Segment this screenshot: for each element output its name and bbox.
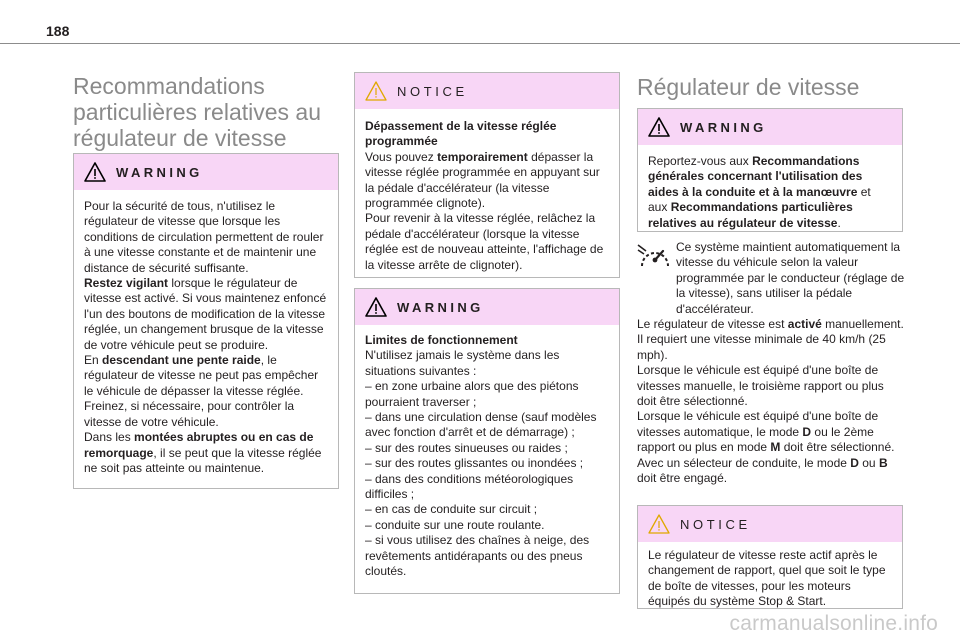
emphasis: montées abruptes ou en cas de remorquage — [84, 430, 314, 460]
notice-box — [354, 72, 620, 278]
body-paragraph: Lorsque le véhicule est équipé d'une boîte de vitesses manuelle, le troisième rapport ou plus doit être sélectionné. — [637, 363, 884, 409]
emphasis: activé — [787, 317, 822, 332]
notice-triangle-icon — [648, 514, 670, 534]
warning-header — [638, 109, 902, 145]
warning-header — [355, 289, 619, 325]
notice-paragraph: Le régulateur de vitesse reste actif après le changement de rapport, quel que soit le type de boîte de vitesses, pour les moteurs équipés du système Stop & Start. — [648, 548, 886, 609]
warning-paragraph — [84, 276, 328, 353]
warning-paragraph: Pour la sécurité de tous, n'utilisez le régulateur de vitesse que lorsque les conditions de circulation permettent de rouler à une vitesse constante et de maintenir une distance de sécurité suffisante. — [84, 199, 324, 275]
notice-header — [638, 506, 902, 542]
notice-triangle-icon — [365, 81, 387, 101]
cruise-description — [637, 240, 905, 487]
warning-header — [74, 154, 338, 190]
warning-paragraph — [648, 154, 892, 231]
body-paragraph — [637, 409, 905, 455]
warning-label: WARNING — [116, 164, 203, 180]
cruise-control-icon — [637, 242, 673, 272]
emphasis: temporairement — [437, 149, 528, 164]
notice-paragraph: Pour revenir à la vitesse réglée, relâchez la pédale d'accélérateur (lorsque la vitesse réglée est de nouveau atteinte, l'affichage de la vitesse arrête de clignoter). — [365, 211, 604, 272]
text: , le régulateur de vitesse ne peut pas empêcher le véhicule de dépasser la vitesse réglée. Freinez, si nécessaire, pour contrôler la vitesse de votre véhicule. — [84, 353, 319, 429]
body-paragraph — [637, 456, 905, 487]
list-item: – sur des routes glissantes ou inondées ; — [365, 456, 584, 471]
body-paragraph: Il requiert une vitesse minimale de 40 km/h (25 mph). — [637, 332, 886, 362]
text: Reportez-vous aux — [648, 154, 753, 168]
warning-box — [73, 153, 339, 489]
notice-header — [355, 73, 619, 109]
emphasis: Recommandations générales concernant l'utilisation des aides à la conduite et à la manœuvre — [648, 154, 863, 199]
top-divider — [0, 43, 960, 44]
text: Vous pouvez — [365, 149, 438, 164]
list-item: – si vous utilisez des chaînes à neige, des revêtements antidérapants ou des pneus cloutés. — [365, 533, 590, 579]
body-paragraph — [637, 317, 905, 332]
warning-box — [354, 288, 620, 594]
text: , il se peut que la vitesse réglée ne soit pas atteinte ou maintenue. — [84, 445, 322, 475]
watermark: carmanualsonline.info — [729, 612, 938, 635]
warning-body — [355, 325, 619, 588]
warning-triangle-icon — [648, 117, 670, 137]
text: En — [84, 353, 103, 368]
title-line: particulières relatives au — [73, 99, 322, 125]
text: doit être engagé. — [637, 471, 728, 486]
warning-label: WARNING — [680, 119, 767, 135]
notice-box — [637, 505, 903, 609]
notice-paragraph — [365, 150, 609, 212]
list-item: – dans des conditions météorologiques difficiles ; — [365, 471, 574, 502]
emphasis: descendant une pente raide — [102, 353, 261, 368]
warning-body — [638, 145, 902, 239]
warning-triangle-icon — [365, 297, 387, 317]
warning-triangle-icon — [84, 162, 106, 182]
text: Lorsque le véhicule est équipé d'une boîte de vitesses automatique, le mode — [637, 409, 879, 439]
list-item: – dans une circulation dense (sauf modèles avec fonction d'arrêt et de démarrage) ; — [365, 410, 597, 440]
section-title-recommandations — [73, 73, 343, 151]
section-title-regulateur: Régulateur de vitesse — [637, 74, 860, 100]
text: Le régulateur de vitesse est — [637, 317, 788, 332]
emphasis: Restez vigilant — [84, 276, 169, 291]
cruise-intro-row — [637, 240, 905, 317]
warning-box — [637, 108, 903, 232]
list-item: – en zone urbaine alors que des piétons pourraient traverser ; — [365, 379, 579, 409]
warning-label: WARNING — [397, 299, 484, 315]
notice-body — [638, 542, 902, 618]
text: et aux — [648, 184, 871, 215]
list-item: – conduite sur une route roulante. — [365, 517, 545, 532]
emphasis: Limites de fonctionnement — [365, 333, 518, 347]
text: doit être sélectionné. — [780, 440, 895, 455]
emphasis: Dépassement de la vitesse réglée programmée — [365, 119, 557, 149]
text: lorsque le régulateur de vitesse est activé. Si vous maintenez enfoncé l'un des boutons de modification de la vitesse réglée, un changement brusque de la vitesse de votre véhicule peut se produire. — [84, 276, 327, 352]
warning-intro: N'utilisez jamais le système dans les situations suivantes : — [365, 348, 560, 378]
text: dépasser la vitesse réglée programmée en appuyant sur la pédale d'accélérateur (la vitesse programmée clignote). — [365, 149, 600, 211]
warning-heading — [365, 333, 609, 348]
warning-paragraph — [84, 430, 328, 476]
emphasis: D — [802, 424, 812, 439]
warning-paragraph — [84, 353, 328, 430]
text: manuellement. — [821, 317, 904, 332]
notice-label: NOTICE — [680, 516, 751, 532]
text: Avec un sélecteur de conduite, le mode — [637, 455, 851, 470]
title-line: régulateur de vitesse — [73, 125, 287, 151]
list-item: – sur des routes sinueuses ou raides ; — [365, 440, 568, 455]
text: ou — [858, 455, 879, 470]
notice-body — [355, 109, 619, 281]
intro-text: Ce système maintient automatiquement la vitesse du véhicule selon la valeur programmée par le conducteur (réglage de la vitesse), sans utiliser la pédale d'accélérateur. — [676, 240, 905, 316]
text: ou le 2ème rapport ou plus en mode — [637, 424, 874, 455]
warning-body — [74, 190, 338, 484]
emphasis: B — [878, 455, 888, 470]
text: Dans les — [84, 430, 135, 445]
emphasis: M — [770, 440, 781, 455]
emphasis: Recommandations particulières relatives au régulateur de vitesse — [648, 200, 853, 230]
list-item: – en cas de conduite sur circuit ; — [365, 502, 538, 517]
emphasis: D — [850, 455, 859, 470]
text: . — [837, 215, 841, 230]
notice-heading — [365, 119, 609, 150]
page-number: 188 — [46, 23, 70, 39]
title-line: Recommandations — [73, 73, 265, 99]
notice-label: NOTICE — [397, 83, 468, 99]
